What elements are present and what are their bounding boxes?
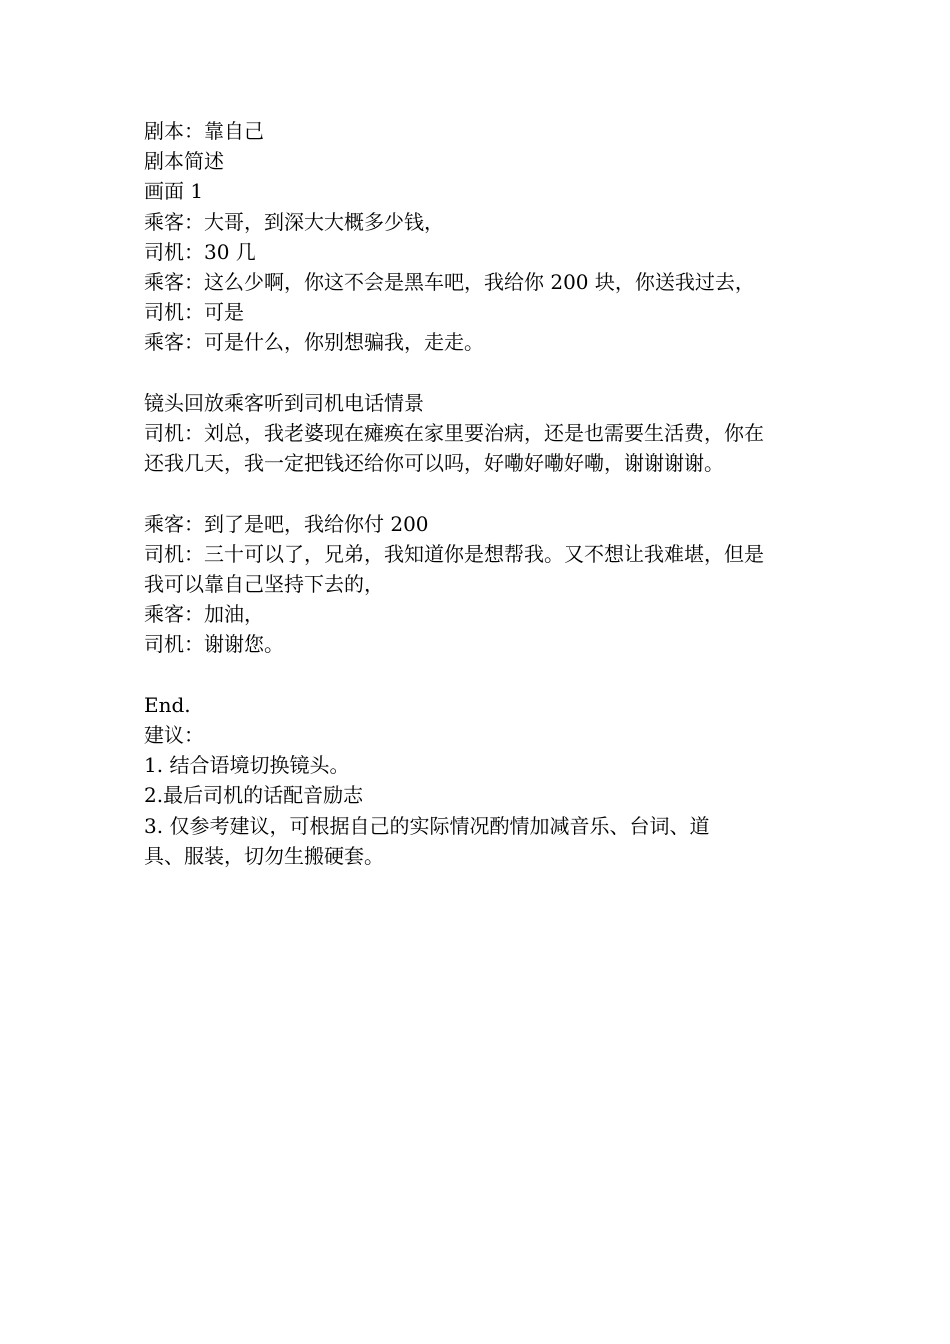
dialogue-line: 司机：三十可以了，兄弟，我知道你是想帮我。又不想让我难堪，但是: [144, 541, 764, 566]
dialogue-line: 乘客：这么少啊，你这不会是黑车吧，我给你 200 块，你送我过去，: [144, 270, 755, 295]
script-title: 剧本：靠自己: [144, 119, 264, 143]
flashback-heading: 镜头回放乘客听到司机电话情景: [144, 390, 424, 415]
dialogue-line: 我可以靠自己坚持下去的，: [144, 572, 384, 597]
dialogue-line: 司机：刘总，我老婆现在瘫痪在家里要治病，还是也需要生活费，你在: [144, 421, 764, 446]
dialogue-line: 乘客：加油，: [144, 602, 264, 627]
suggestion-item: 2.最后司机的话配音励志: [144, 783, 364, 808]
summary-heading: 剧本简述: [144, 149, 224, 174]
blank-line: [144, 660, 804, 690]
blank-line: [144, 478, 804, 508]
suggestion-item: 3. 仅参考建议，可根据自己的实际情况酌情加减音乐、台词、道: [144, 813, 710, 838]
dialogue-line: 乘客：可是什么，你别想骗我，走走。: [144, 330, 484, 355]
suggestion-item: 具、服装，切勿生搬硬套。: [144, 843, 384, 868]
dialogue-line: 还我几天，我一定把钱还给你可以吗，好嘞好嘞好嘞，谢谢谢谢。: [144, 451, 724, 476]
blank-line: [144, 358, 804, 388]
dialogue-line: 司机：30 几: [144, 239, 256, 264]
scene-heading: 画面 1: [144, 179, 204, 204]
dialogue-line: 乘客：大哥，到深大大概多少钱，: [144, 209, 444, 234]
dialogue-line: 司机：谢谢您。: [144, 632, 284, 657]
dialogue-line: 司机：可是: [144, 300, 244, 325]
end-marker: End.: [144, 692, 191, 717]
script-body: [144, 116, 804, 871]
suggestion-item: 1. 结合语境切换镜头。: [144, 753, 350, 778]
suggestions-heading: 建议：: [144, 723, 204, 748]
dialogue-line: 乘客：到了是吧，我给你付 200: [144, 511, 429, 536]
